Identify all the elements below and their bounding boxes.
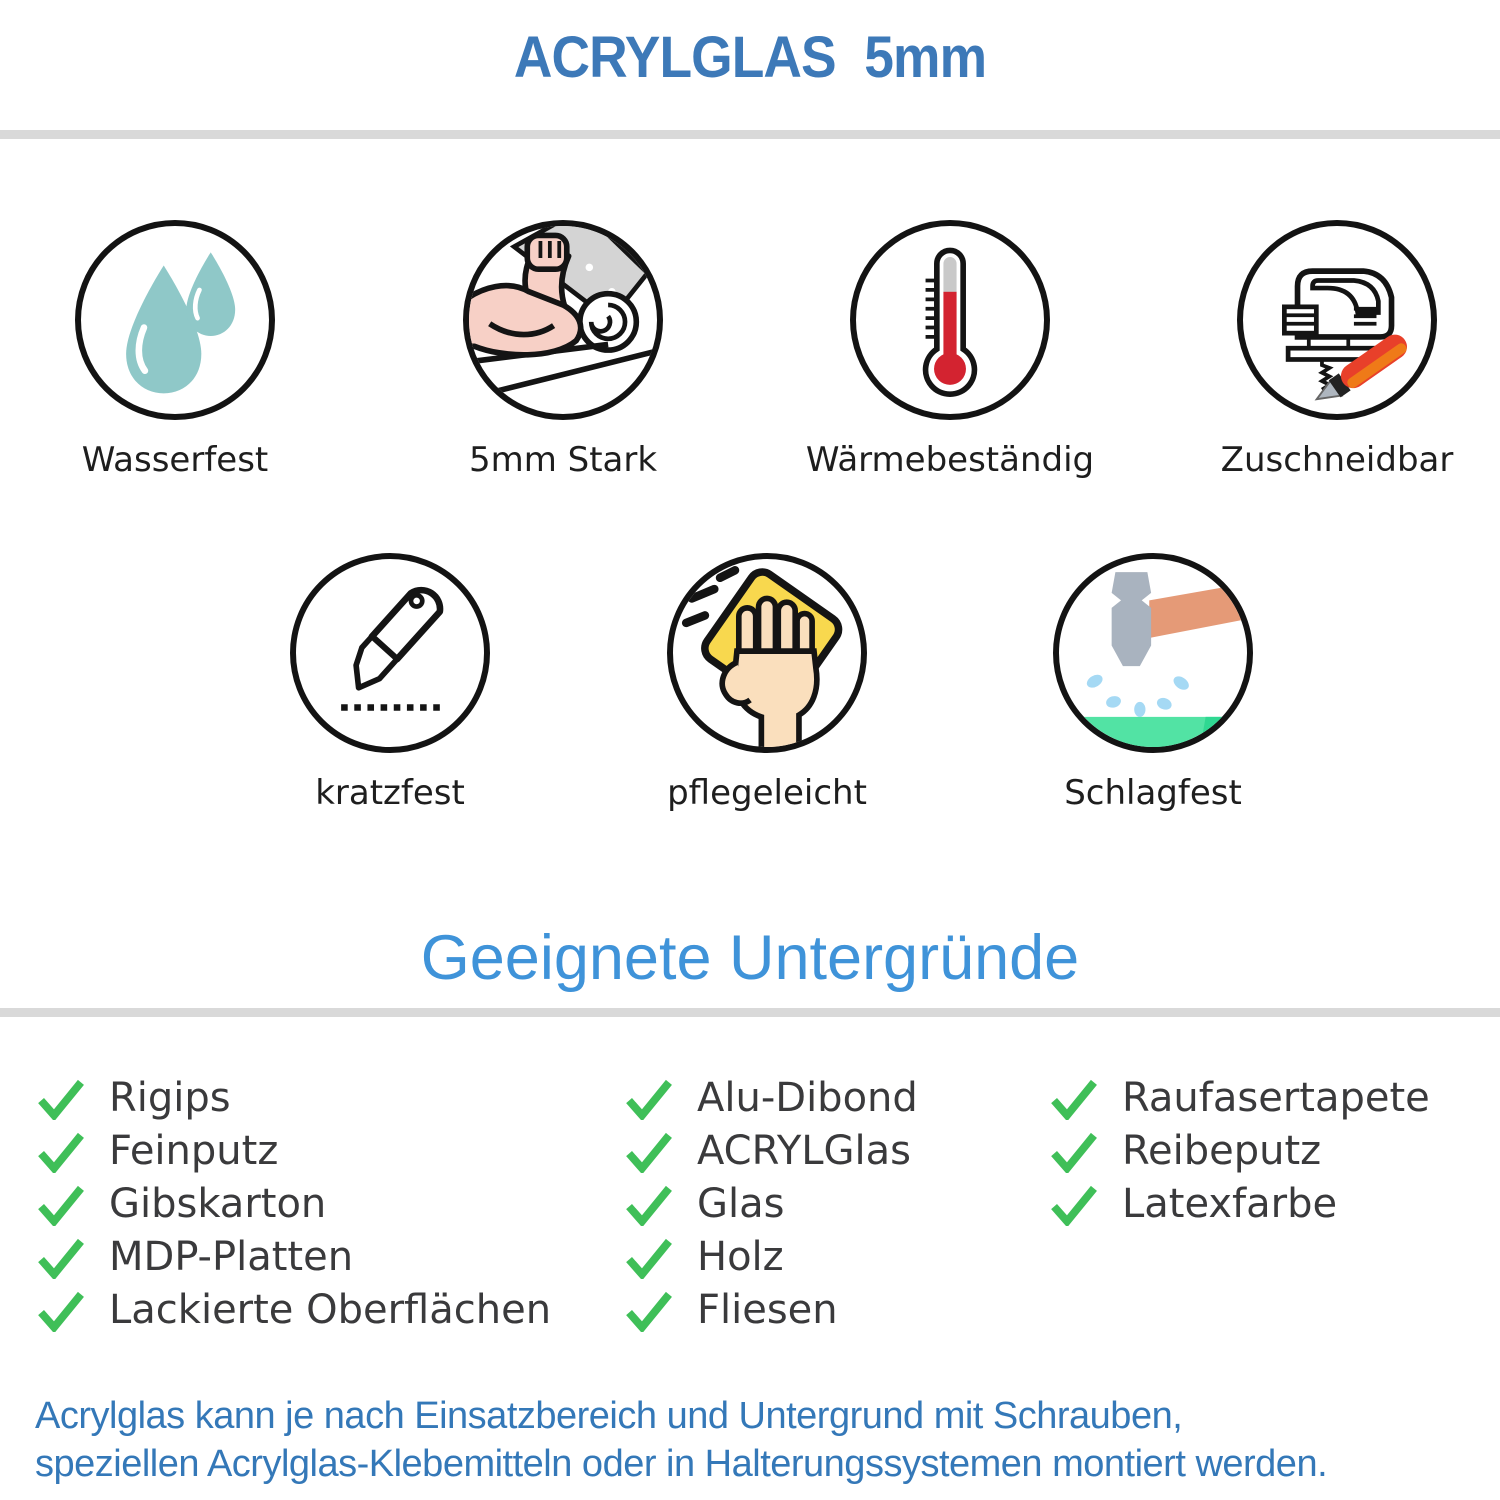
check-icon	[1048, 1129, 1100, 1173]
strong-arm-icon	[463, 220, 663, 420]
list-item-label: Gibskarton	[109, 1181, 327, 1227]
feature-label: kratzfest	[315, 773, 465, 813]
list-item	[1048, 1181, 1430, 1227]
check-icon	[35, 1182, 87, 1226]
list-item-label: Lackierte Oberflächen	[109, 1287, 552, 1333]
list-item	[1048, 1075, 1430, 1121]
water-drops-icon	[75, 220, 275, 420]
jigsaw-icon	[1237, 220, 1437, 420]
list-item-label: Holz	[697, 1234, 784, 1280]
check-icon	[623, 1182, 675, 1226]
divider-middle	[0, 1008, 1500, 1017]
check-icon	[623, 1076, 675, 1120]
feature-label: Wasserfest	[81, 440, 269, 480]
list-item-label: Latexfarbe	[1122, 1181, 1338, 1227]
check-icon	[1048, 1076, 1100, 1120]
list-item-label: Raufasertapete	[1122, 1075, 1430, 1121]
list-item	[623, 1075, 918, 1121]
list-item-label: Rigips	[109, 1075, 231, 1121]
list-item	[623, 1128, 918, 1174]
check-icon	[623, 1235, 675, 1279]
list-item-label: Fliesen	[697, 1287, 838, 1333]
check-icon	[35, 1129, 87, 1173]
list-item	[623, 1287, 918, 1333]
footer-line-1: Acrylglas kann je nach Einsatzbereich und Untergrund mit Schrauben,	[35, 1395, 1183, 1437]
list-item	[623, 1181, 918, 1227]
list-item	[35, 1181, 551, 1227]
list-item-label: Feinputz	[109, 1128, 279, 1174]
feature-label: Schlagfest	[1064, 773, 1242, 813]
list-item-label: Glas	[697, 1181, 785, 1227]
footer-line-2: speziellen Acrylglas-Klebemitteln oder in Halterungssystemen montiert werden.	[35, 1443, 1328, 1485]
substrate-column-2	[623, 1075, 918, 1333]
thermometer-icon	[850, 220, 1050, 420]
check-icon	[35, 1235, 87, 1279]
list-item	[1048, 1128, 1430, 1174]
feature-label: pflegeleicht	[667, 773, 867, 813]
list-item-label: MDP-Platten	[109, 1234, 354, 1280]
list-item-label: Alu-Dibond	[697, 1075, 918, 1121]
list-item-label: ACRYLGlas	[697, 1128, 912, 1174]
hammer-icon	[1053, 553, 1253, 753]
list-item	[35, 1075, 551, 1121]
feature-waermebestaendig	[760, 220, 1140, 480]
footer-note	[35, 1392, 1327, 1488]
divider-top	[0, 130, 1500, 139]
list-item-label: Reibeputz	[1122, 1128, 1322, 1174]
feature-wasserfest	[0, 220, 365, 480]
cleaning-hand-icon	[667, 553, 867, 753]
list-item	[623, 1234, 918, 1280]
check-icon	[35, 1076, 87, 1120]
feature-zuschneidbar	[1147, 220, 1500, 480]
feature-schlagfest	[963, 553, 1343, 813]
feature-label: 5mm Stark	[468, 440, 658, 480]
check-icon	[35, 1288, 87, 1332]
substrate-column-3	[1048, 1075, 1430, 1227]
feature-5mm-stark	[373, 220, 753, 480]
section-title: Geeignete Untergründe	[420, 923, 1080, 993]
check-icon	[1048, 1182, 1100, 1226]
substrate-column-1	[35, 1075, 552, 1333]
check-icon	[623, 1288, 675, 1332]
feature-label: Zuschneidbar	[1220, 440, 1454, 480]
list-item	[35, 1128, 551, 1174]
check-icon	[623, 1129, 675, 1173]
page-title: ACRYLGLAS 5mm	[513, 25, 987, 90]
feature-pflegeleicht	[577, 553, 957, 813]
list-item	[35, 1287, 552, 1333]
list-item	[35, 1234, 551, 1280]
feature-kratzfest	[200, 553, 580, 813]
feature-label: Wärmebeständig	[805, 440, 1095, 480]
utility-knife-icon	[290, 553, 490, 753]
